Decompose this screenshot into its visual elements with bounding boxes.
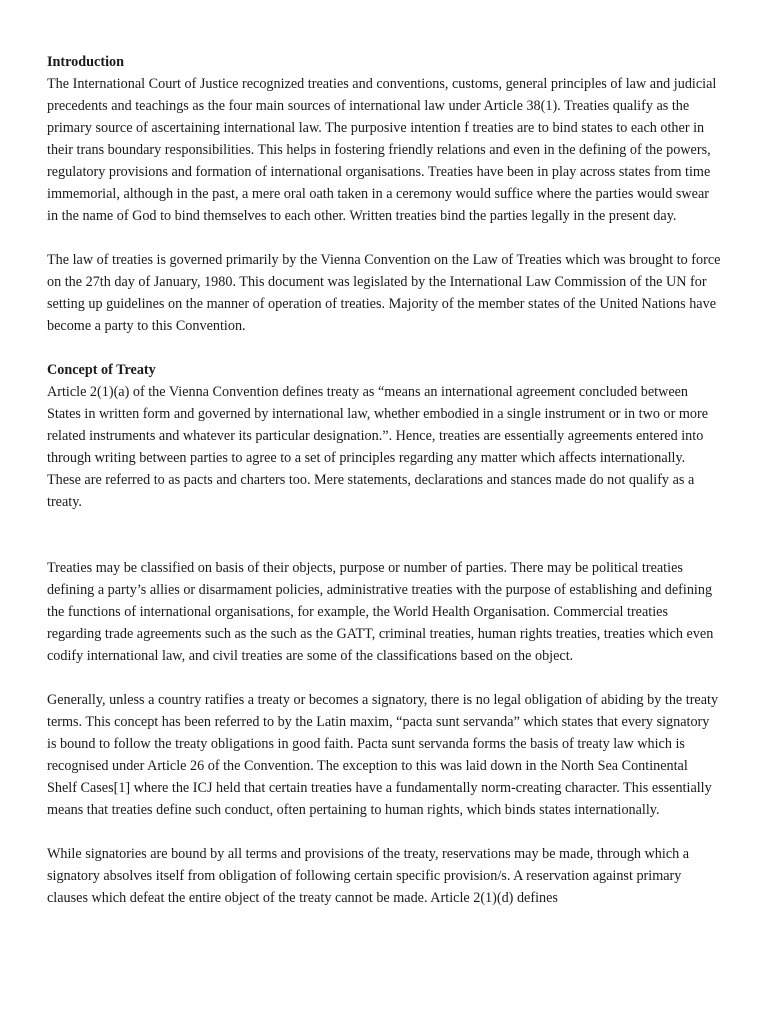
paragraph-classification: Treaties may be classified on basis of their objects, purpose or number of parties. There may be political treaties defining a party’s allies or disarmament policies, administrative treaties with the purpose of establishing and defining the functions of international organisations, for example, the World Health Organisation. Commercial treaties regarding trade agreements such as the such as the GATT, criminal treaties, human rights treaties, treaties which even codify international law, and civil treaties are some of the classifications based on the object. xyxy=(47,560,714,664)
document-page xyxy=(47,51,721,931)
blank-gap xyxy=(47,535,721,557)
paragraph-intro-2: The law of treaties is governed primarily by the Vienna Convention on the Law of Treaties which was brought to force on the 27th day of January, 1980. This document was legislated by the International Law Commission of the UN for setting up guidelines on the manner of operation of treaties. Majority of the member states of the United Nations have become a party to this Convention. xyxy=(47,252,721,334)
paragraph-concept-1: Article 2(1)(a) of the Vienna Convention defines treaty as “means an international agreement concluded between States in written form and governed by international law, whether embodied in a single instrument or in two or more related instruments and whatever its particular designation.”. Hence, treaties are essentially agreements entered into through writing between parties to agree to a set of principles regarding any matter which affects internationally. These are referred to as pacts and charters too. Mere statements, declarations and stances made do not qualify as a treaty. xyxy=(47,384,708,510)
paragraph-reservations: While signatories are bound by all terms and provisions of the treaty, reservations may be made, through which a signatory absolves itself from obligation of following certain specific provision/s. A reservation against primary clauses which defeat the entire object of the treaty cannot be made. Article 2(1)(d) defines xyxy=(47,846,690,906)
heading-concept-of-treaty: Concept of Treaty xyxy=(47,362,156,378)
heading-introduction: Introduction xyxy=(47,54,124,70)
paragraph-intro-1: The International Court of Justice recognized treaties and conventions, customs, general principles of law and judicial precedents and teachings as the four main sources of international law under Article 38(1). Treaties qualify as the primary source of ascertaining international law. The purposive intention f treaties are to bind states to each other in their trans boundary responsibilities. This helps in fostering friendly relations and even in the defining of the powers, regulatory provisions and formation of international organisations. Treaties have been in play across states from time immemorial, although in the past, a mere oral oath taken in a ceremony would suffice where the parties would swear in the name of God to bind themselves to each other. Written treaties bind the parties legally in the present day. xyxy=(47,76,717,224)
paragraph-pacta-sunt-servanda: Generally, unless a country ratifies a treaty or becomes a signatory, there is no legal obligation of abiding by the treaty terms. This concept has been referred to by the Latin maxim, “pacta sunt servanda” which states that every signatory is bound to follow the treaty obligations in good faith. Pacta sunt servanda forms the basis of treaty law which is recognised under Article 26 of the Convention. The exception to this was laid down in the North Sea Continental Shelf Cases[1] where the ICJ held that certain treaties have a fundamentally norm-creating character. This essentially means that treaties define such conduct, often pertaining to human rights, which binds states internationally. xyxy=(47,692,719,818)
